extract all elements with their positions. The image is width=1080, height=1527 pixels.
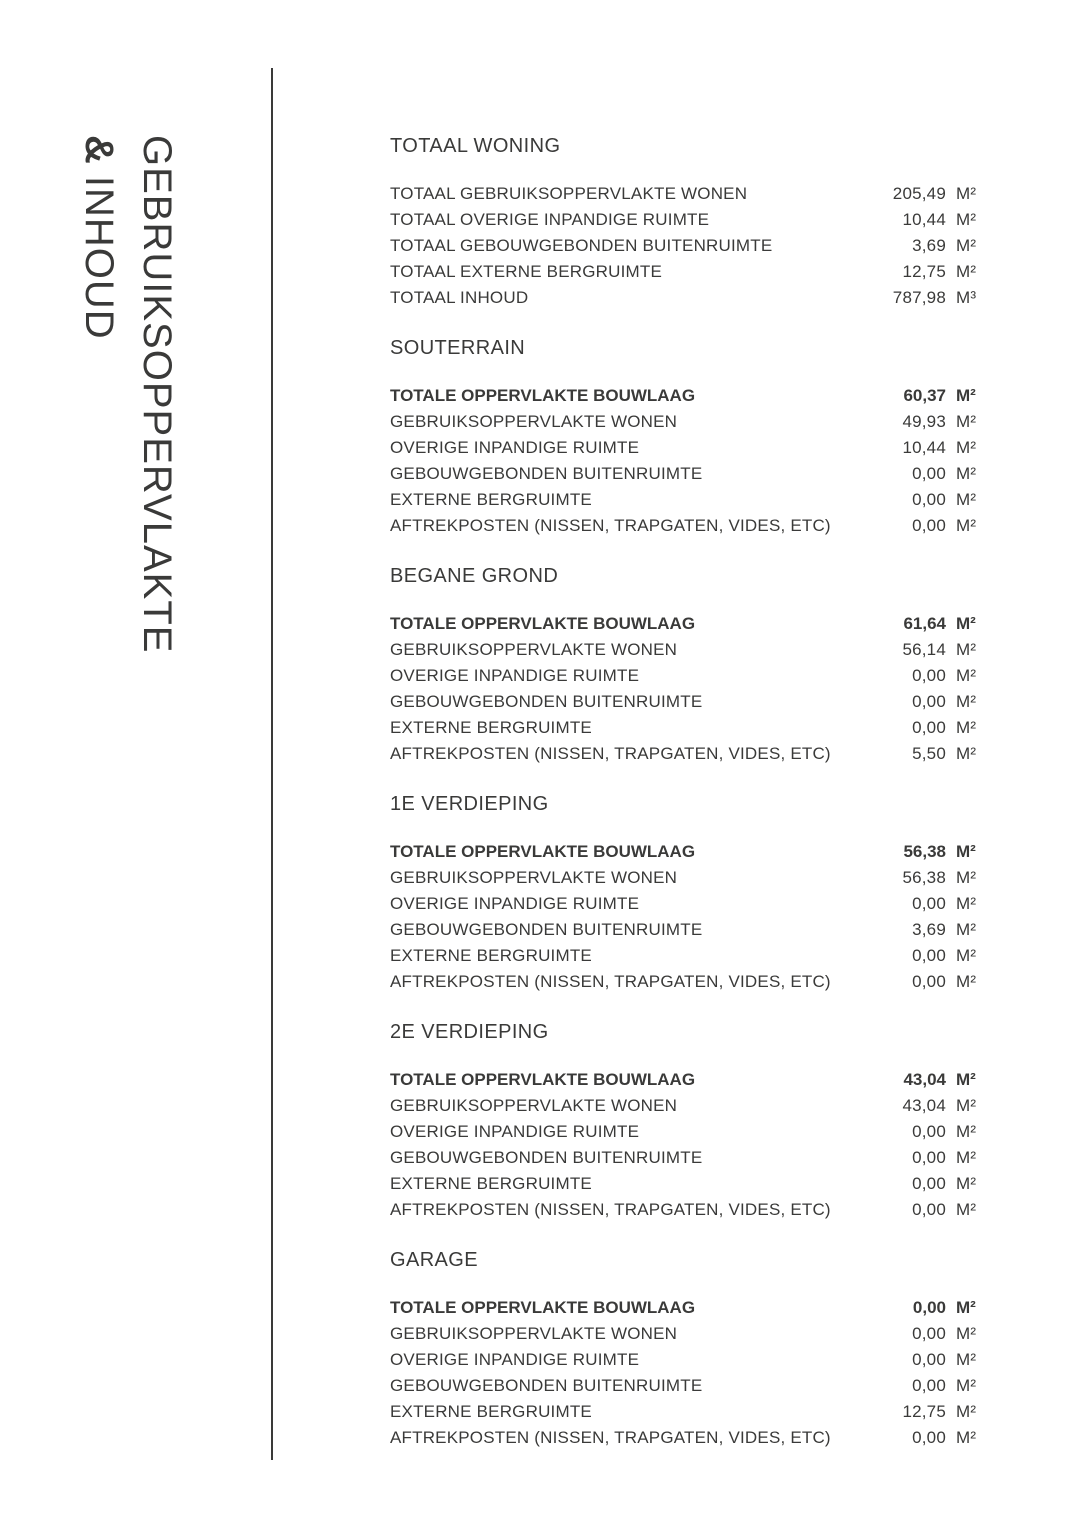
row-unit: M² [956,1376,977,1395]
ampersand: & [77,135,121,165]
page-title-line2-text: INHOUD [77,175,121,340]
table-row-total [390,611,986,637]
row-unit: M² [956,1148,977,1167]
table-row [390,1171,986,1197]
table-row [390,663,986,689]
row-value: 49,93 [902,412,946,431]
row-unit: M² [956,744,977,763]
table-row [390,917,986,943]
row-label: GEBOUWGEBONDEN BUITENRUIMTE [390,464,703,483]
row-label: TOTALE OPPERVLAKTE BOUWLAAG [390,842,696,861]
row-value: 43,04 [902,1096,946,1115]
table-row [390,435,986,461]
row-label: EXTERNE BERGRUIMTE [390,490,592,509]
row-label: GEBOUWGEBONDEN BUITENRUIMTE [390,692,703,711]
row-label: TOTAAL OVERIGE INPANDIGE RUIMTE [390,210,710,229]
row-label: TOTALE OPPERVLAKTE BOUWLAAG [390,1298,696,1317]
section-souterrain [390,335,986,539]
table-row [390,1197,986,1223]
row-value: 0,00 [912,1298,946,1317]
row-unit: M² [956,1096,977,1115]
row-label: OVERIGE INPANDIGE RUIMTE [390,666,640,685]
row-value: 0,00 [912,490,946,509]
row-unit: M² [956,386,976,405]
table-row [390,891,986,917]
section-totaal-woning [390,133,986,311]
row-value: 12,75 [902,1402,946,1421]
row-value: 0,00 [912,666,946,685]
row-value: 0,00 [912,516,946,535]
table-row [390,1119,986,1145]
row-value: 0,00 [912,1376,946,1395]
table-row [390,181,986,207]
row-label: GEBOUWGEBONDEN BUITENRUIMTE [390,1376,703,1395]
row-unit: M² [956,718,977,737]
row-value: 0,00 [912,718,946,737]
row-unit: M² [956,1402,977,1421]
row-unit: M² [956,184,977,203]
row-label: GEBRUIKSOPPERVLAKTE WONEN [390,868,678,887]
sections-container [390,133,986,1475]
row-label: AFTREKPOSTEN (NISSEN, TRAPGATEN, VIDES, ETC) [390,1200,831,1219]
section-rows [390,1067,986,1223]
row-value: 3,69 [912,920,946,939]
row-label: TOTAAL GEBRUIKSOPPERVLAKTE WONEN [390,184,748,203]
row-label: GEBRUIKSOPPERVLAKTE WONEN [390,412,678,431]
row-value: 0,00 [912,1428,946,1447]
table-row [390,689,986,715]
row-value: 0,00 [912,894,946,913]
row-value: 205,49 [892,184,946,203]
row-value: 0,00 [912,1148,946,1167]
row-label: EXTERNE BERGRUIMTE [390,1174,592,1193]
row-unit: M² [956,236,977,255]
vertical-divider-line [271,68,273,1460]
table-row [390,409,986,435]
row-value: 5,50 [912,744,946,763]
row-unit: M² [956,464,977,483]
row-unit: M² [956,1200,977,1219]
row-unit: M² [956,1350,977,1369]
row-value: 0,00 [912,1324,946,1343]
table-row [390,207,986,233]
section-2e-verdieping [390,1019,986,1223]
row-value: 10,44 [902,438,946,457]
row-unit: M³ [956,288,977,307]
table-row [390,1425,986,1451]
row-label: GEBRUIKSOPPERVLAKTE WONEN [390,640,678,659]
row-value: 0,00 [912,692,946,711]
row-label: OVERIGE INPANDIGE RUIMTE [390,1122,640,1141]
section-rows [390,181,986,311]
row-unit: M² [956,920,977,939]
table-row [390,1399,986,1425]
table-row [390,943,986,969]
row-value: 0,00 [912,464,946,483]
row-value: 60,37 [903,386,946,405]
table-row-total [390,839,986,865]
row-label: AFTREKPOSTEN (NISSEN, TRAPGATEN, VIDES, ETC) [390,1428,831,1447]
row-unit: M² [956,210,977,229]
table-row [390,715,986,741]
row-label: TOTALE OPPERVLAKTE BOUWLAAG [390,386,696,405]
row-value: 787,98 [892,288,946,307]
row-label: TOTAAL INHOUD [390,288,529,307]
page-title [70,135,186,653]
table-row [390,233,986,259]
row-unit: M² [956,1428,977,1447]
section-title: TOTAAL WONING [390,135,561,157]
section-title: SOUTERRAIN [390,337,526,359]
row-value: 0,00 [912,1350,946,1369]
row-unit: M² [956,614,976,633]
row-label: TOTALE OPPERVLAKTE BOUWLAAG [390,614,696,633]
row-value: 12,75 [902,262,946,281]
row-label: GEBOUWGEBONDEN BUITENRUIMTE [390,920,703,939]
row-value: 61,64 [903,614,946,633]
row-label: AFTREKPOSTEN (NISSEN, TRAPGATEN, VIDES, ETC) [390,972,831,991]
row-label: EXTERNE BERGRUIMTE [390,1402,592,1421]
table-row [390,487,986,513]
section-begane-grond [390,563,986,767]
row-value: 56,38 [903,842,946,861]
row-label: TOTALE OPPERVLAKTE BOUWLAAG [390,1070,696,1089]
row-label: GEBRUIKSOPPERVLAKTE WONEN [390,1096,678,1115]
row-label: AFTREKPOSTEN (NISSEN, TRAPGATEN, VIDES, ETC) [390,744,831,763]
row-label: OVERIGE INPANDIGE RUIMTE [390,438,640,457]
row-unit: M² [956,1122,977,1141]
section-title: GARAGE [390,1249,478,1271]
row-unit: M² [956,972,977,991]
section-rows [390,611,986,767]
page-title-line1: GEBRUIKSOPPERVLAKTE [135,135,179,654]
row-unit: M² [956,1070,976,1089]
table-row [390,969,986,995]
row-value: 0,00 [912,972,946,991]
section-title: BEGANE GROND [390,565,559,587]
section-garage [390,1247,986,1451]
row-label: TOTAAL GEBOUWGEBONDEN BUITENRUIMTE [390,236,773,255]
row-label: AFTREKPOSTEN (NISSEN, TRAPGATEN, VIDES, ETC) [390,516,831,535]
row-unit: M² [956,490,977,509]
row-unit: M² [956,262,977,281]
row-label: OVERIGE INPANDIGE RUIMTE [390,1350,640,1369]
section-1e-verdieping [390,791,986,995]
table-row [390,1093,986,1119]
section-rows [390,1295,986,1451]
row-unit: M² [956,516,977,535]
table-row [390,259,986,285]
row-unit: M² [956,640,977,659]
row-unit: M² [956,692,977,711]
row-unit: M² [956,1298,976,1317]
section-title: 1E VERDIEPING [390,793,549,815]
table-row [390,285,986,311]
table-row [390,513,986,539]
table-row [390,1373,986,1399]
row-value: 56,38 [902,868,946,887]
row-value: 56,14 [902,640,946,659]
row-label: EXTERNE BERGRUIMTE [390,718,592,737]
table-row-total [390,1067,986,1093]
table-row [390,461,986,487]
table-row [390,741,986,767]
row-value: 0,00 [912,1174,946,1193]
row-value: 10,44 [902,210,946,229]
page-title-line2 [70,135,128,653]
row-label: EXTERNE BERGRUIMTE [390,946,592,965]
row-unit: M² [956,1324,977,1343]
row-unit: M² [956,412,977,431]
section-rows [390,839,986,995]
row-value: 3,69 [912,236,946,255]
row-label: TOTAAL EXTERNE BERGRUIMTE [390,262,663,281]
row-unit: M² [956,1174,977,1193]
table-row [390,637,986,663]
row-label: GEBRUIKSOPPERVLAKTE WONEN [390,1324,678,1343]
row-unit: M² [956,894,977,913]
table-row [390,1321,986,1347]
row-label: OVERIGE INPANDIGE RUIMTE [390,894,640,913]
row-value: 0,00 [912,946,946,965]
row-unit: M² [956,666,977,685]
row-unit: M² [956,842,976,861]
row-unit: M² [956,438,977,457]
row-unit: M² [956,868,977,887]
table-row [390,1145,986,1171]
section-rows [390,383,986,539]
table-row-total [390,1295,986,1321]
table-row [390,1347,986,1373]
section-title: 2E VERDIEPING [390,1021,549,1043]
row-label: GEBOUWGEBONDEN BUITENRUIMTE [390,1148,703,1167]
row-value: 43,04 [903,1070,946,1089]
row-value: 0,00 [912,1122,946,1141]
row-unit: M² [956,946,977,965]
table-row [390,865,986,891]
table-row-total [390,383,986,409]
row-value: 0,00 [912,1200,946,1219]
